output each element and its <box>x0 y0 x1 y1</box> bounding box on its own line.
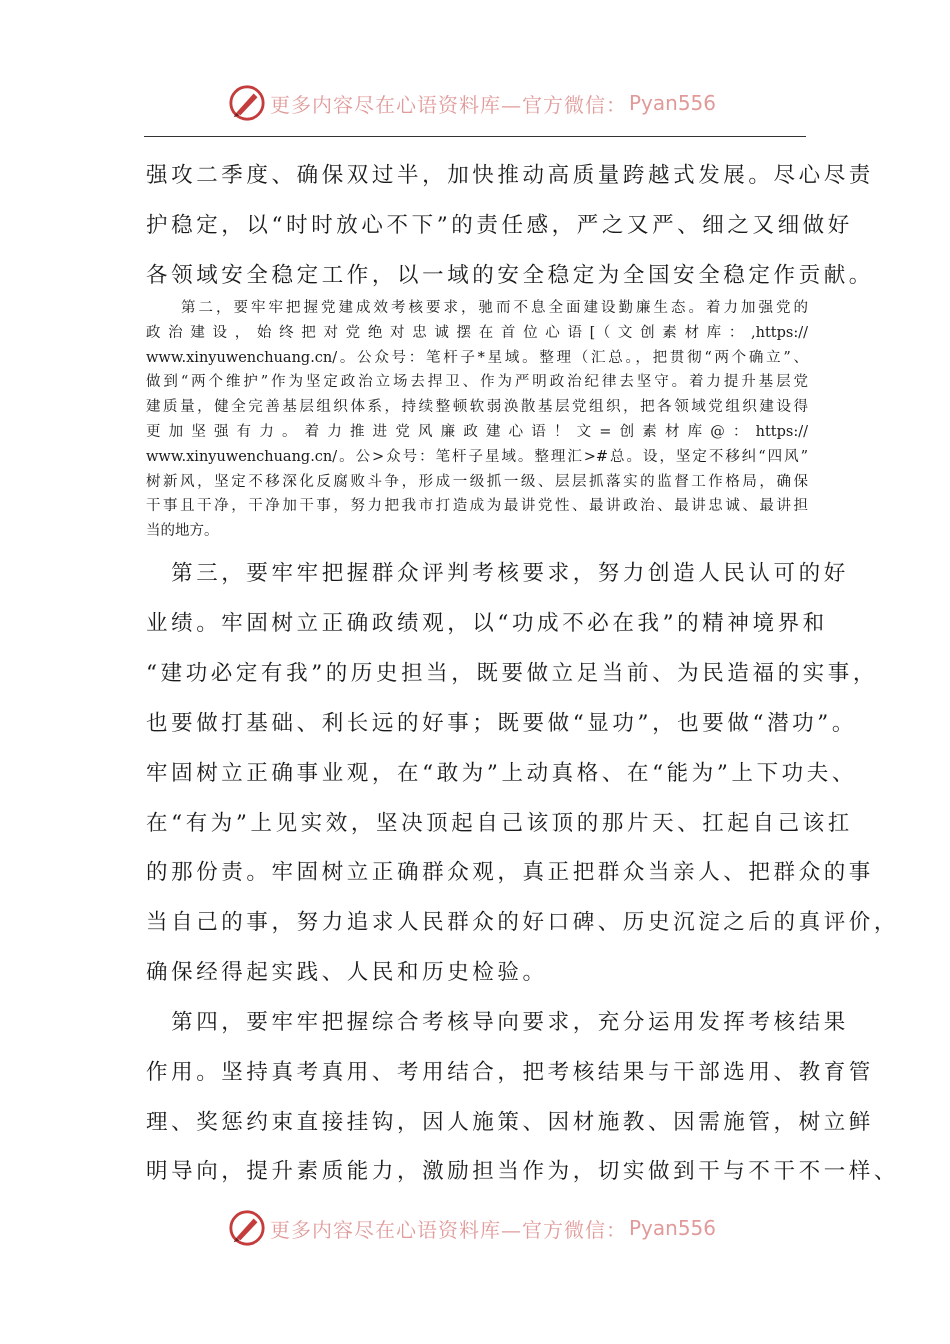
body-line: 理、奖惩约束直接挂钩，因人施策、因材施教、因需施管，树立鲜 <box>146 1110 874 1135</box>
footer-wechat-id: Pyan556 <box>629 1216 717 1240</box>
header-wechat-id: Pyan556 <box>629 91 717 115</box>
small-line: 政治建设，始终把对党绝对忠诚摆在首位心语[（文创素材库：,https:// <box>146 324 808 341</box>
body-line: 护稳定，以“时时放心不下”的责任感，严之又严、细之又细做好 <box>146 213 853 238</box>
body-line: 在“有为”上见实效，坚决顶起自己该顶的那片天、扛起自己该扛 <box>146 811 853 836</box>
body-line: 确保经得起实践、人民和历史检验。 <box>146 960 548 985</box>
small-line: 更加坚强有力。着力推进党风廉政建心语！文=创素材库@：https:// <box>146 423 808 440</box>
header-banner-text: 更多内容尽在心语资料库—官方微信： <box>270 92 627 117</box>
header-divider <box>144 136 806 137</box>
small-line: 第二，要牢牢把握党建成效考核要求，驰而不息全面建设勤廉生态。着力加强党的 <box>146 300 808 316</box>
pen-logo-icon <box>228 84 266 122</box>
footer-banner <box>228 1208 716 1248</box>
body-line: 各领域安全稳定工作，以一域的安全稳定为全国安全稳定作贡献。 <box>146 263 874 288</box>
small-line: 树新风，坚定不移深化反腐败斗争，形成一级抓一级、层层抓落实的监督工作格局，确保 <box>146 473 808 490</box>
body-line: 的那份责。牢固树立正确群众观，真正把群众当亲人、把群众的事 <box>146 860 874 885</box>
body-line: 强攻二季度、确保双过半，加快推动高质量跨越式发展。尽心尽责 <box>146 163 874 188</box>
small-line: 建质量，健全完善基层组织体系，持续整顿软弱涣散基层党组织，把各领域党组织建设得 <box>146 399 808 416</box>
body-line: 第三，要牢牢把握群众评判考核要求，努力创造人民认可的好 <box>146 561 849 586</box>
body-line: 明导向，提升素质能力，激励担当作为，切实做到干与不干不一样、 <box>146 1159 900 1184</box>
body-line: 业绩。牢固树立正确政绩观，以“功成不必在我”的精神境界和 <box>146 611 828 636</box>
small-line: www.xinyuwenchuang.cn/。公众号：笔杆子*星域。整理（汇总。，把贯彻“两个确立”、 <box>146 349 808 366</box>
body-line: 也要做打基础、利长远的好事；既要做“显功”，也要做“潜功”。 <box>146 711 857 736</box>
pen-logo-icon <box>228 1209 266 1247</box>
small-line: 干事且干净，干净加干事，努力把我市打造成为最讲党性、最讲政治、最讲忠诚、最讲担 <box>146 498 808 515</box>
footer-banner-text: 更多内容尽在心语资料库—官方微信： <box>270 1217 627 1242</box>
small-line: www.xinyuwenchuang.cn/。公>众号：笔杆子星域。整理汇>#总。设，坚定不移纠“四风” <box>146 448 808 465</box>
small-line: 当的地方。 <box>146 523 219 540</box>
body-line: 第四，要牢牢把握综合考核导向要求，充分运用发挥考核结果 <box>146 1010 849 1035</box>
body-line: 牢固树立正确事业观，在“敢为”上动真格、在“能为”上下功夫、 <box>146 761 857 786</box>
small-paragraph <box>146 296 808 544</box>
body-line: 当自己的事，努力追求人民群众的好口碑、历史沉淀之后的真评价， <box>146 910 900 935</box>
small-line: 做到“两个维护”作为坚定政治立场去捍卫、作为严明政治纪律去坚守。着力提升基层党 <box>146 374 808 391</box>
header-banner <box>228 83 716 123</box>
body-line: “建功必定有我”的历史担当，既要做立足当前、为民造福的实事， <box>146 661 878 686</box>
body-line: 作用。坚持真考真用、考用结合，把考核结果与干部选用、教育管 <box>146 1060 874 1085</box>
